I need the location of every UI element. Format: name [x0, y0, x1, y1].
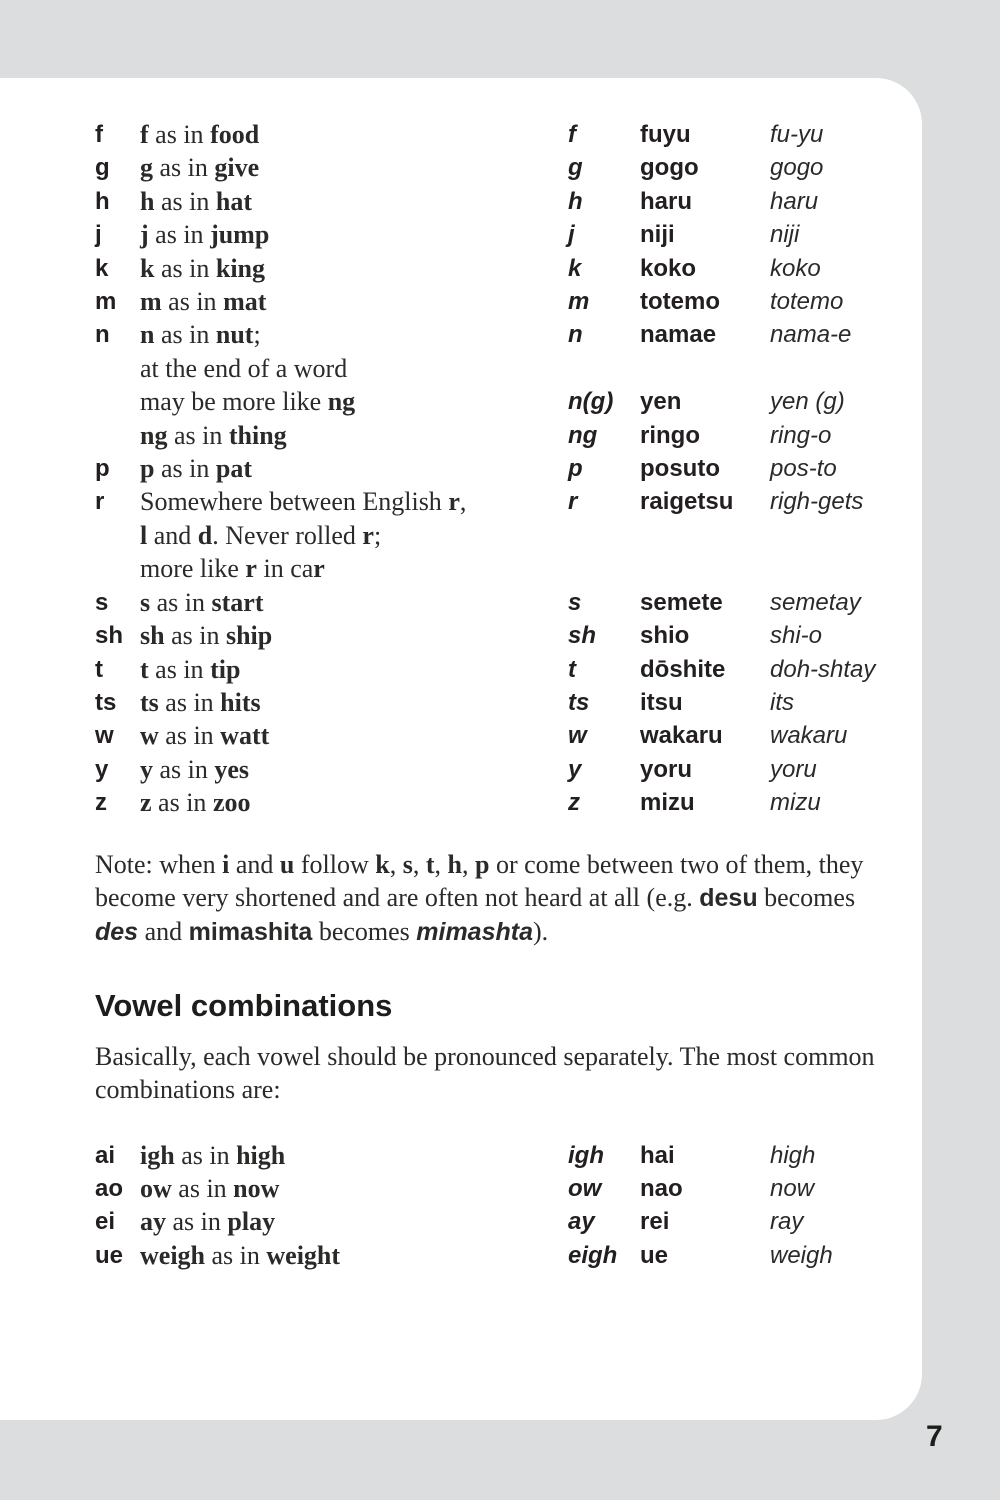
pronunciation-cell: [770, 519, 877, 552]
description-cell: [140, 552, 568, 585]
romaji-letter-cell: ei: [95, 1208, 116, 1236]
example-word-cell: nao: [640, 1174, 683, 1202]
description-cell: [140, 385, 568, 418]
pronunciation-cell: its: [770, 688, 794, 716]
text-segment: f: [140, 120, 149, 149]
pronunciation-cell: now: [770, 1174, 815, 1202]
text-segment: n: [140, 320, 155, 350]
text-segment: des: [95, 918, 139, 947]
text-segment: as in: [166, 1207, 228, 1237]
example-word-cell: koko: [640, 254, 697, 282]
romaji-letter-cell: [95, 552, 140, 585]
text-segment: as in: [171, 1173, 234, 1203]
text-segment: may be more like: [140, 387, 328, 417]
sound-cell: sh: [568, 622, 597, 650]
sound-cell: n(g): [568, 388, 614, 416]
text-segment: as in: [148, 654, 211, 684]
text-segment: as in: [153, 754, 215, 784]
text-segment: ay: [140, 1207, 166, 1237]
text-segment: and: [147, 520, 198, 550]
text-segment: p: [474, 849, 490, 879]
description-cell: [140, 452, 568, 485]
text-segment: d: [197, 520, 213, 550]
sound-cell: ts: [568, 688, 590, 716]
text-segment: j: [140, 220, 149, 250]
text-segment: w: [140, 721, 159, 751]
romaji-letter-cell: s: [95, 588, 109, 616]
example-word-cell: mizu: [640, 789, 695, 817]
example-word-cell: haru: [640, 187, 693, 215]
text-segment: r: [448, 487, 460, 517]
sound-cell: eigh: [568, 1241, 618, 1269]
text-segment: weigh: [140, 1240, 205, 1270]
sound-cell: r: [568, 488, 578, 516]
page-card: [0, 78, 922, 1420]
pronunciation-cell: koko: [770, 254, 821, 282]
vowel-combinations-table: [95, 1139, 877, 1273]
text-segment: yes: [214, 754, 250, 784]
pronunciation-cell: ring-o: [770, 421, 832, 449]
sound-cell: [568, 552, 640, 585]
pronunciation-cell: yen (g): [770, 388, 845, 416]
text-segment: becomes: [757, 882, 856, 912]
text-segment: as in: [158, 721, 221, 751]
sound-cell: ng: [568, 421, 598, 449]
text-segment: at the end of a word: [140, 353, 348, 383]
example-word-cell: namae: [640, 321, 717, 349]
pronunciation-cell: niji: [770, 221, 800, 249]
example-word-cell: wakaru: [640, 722, 723, 750]
text-segment: hits: [220, 687, 261, 717]
text-segment: s: [140, 587, 151, 617]
sound-cell: m: [568, 288, 590, 316]
pronunciation-cell: fu-yu: [770, 121, 824, 148]
text-segment: as in: [154, 454, 216, 484]
description-cell: [140, 686, 568, 719]
description-cell: [140, 352, 568, 385]
romaji-letter-cell: k: [95, 254, 109, 282]
description-cell: [140, 151, 568, 184]
text-segment: r: [245, 554, 257, 584]
description-cell: [140, 1139, 568, 1172]
text-segment: as in: [148, 120, 211, 149]
pronunciation-cell: [770, 552, 877, 585]
description-cell: [140, 185, 568, 218]
text-segment: . Never rolled: [212, 520, 363, 550]
pronunciation-cell: ray: [770, 1208, 804, 1236]
description-cell: [140, 753, 568, 786]
description-cell: [140, 786, 568, 819]
example-word-cell: fuyu: [640, 121, 691, 148]
text-segment: as in: [154, 186, 216, 216]
text-segment: tip: [210, 654, 241, 684]
description-cell: [140, 485, 568, 518]
romaji-letter-cell: [95, 352, 140, 385]
romaji-letter-cell: t: [95, 655, 103, 683]
text-segment: now: [233, 1173, 280, 1203]
example-word-cell: yoru: [640, 755, 693, 783]
example-word-cell: posuto: [640, 455, 720, 483]
romaji-letter-cell: [95, 385, 140, 418]
text-segment: give: [214, 153, 260, 183]
vowel-combinations-heading: Vowel combinations: [95, 987, 393, 1023]
text-segment: t: [425, 849, 435, 879]
sound-cell: z: [568, 789, 580, 817]
pronunciation-cell: doh-shtay: [770, 655, 876, 683]
text-segment: sh: [140, 621, 165, 651]
description-cell: [140, 1239, 568, 1272]
romaji-letter-cell: ao: [95, 1174, 124, 1202]
sound-cell: k: [568, 254, 582, 282]
text-segment: ,: [389, 849, 403, 879]
description-cell: [140, 419, 568, 452]
pronunciation-cell: [770, 352, 877, 385]
text-segment: p: [140, 454, 155, 484]
text-segment: in ca: [256, 554, 314, 584]
description-cell: [140, 586, 568, 619]
sound-cell: h: [568, 187, 583, 215]
text-segment: s: [402, 849, 413, 879]
text-segment: k: [375, 849, 390, 879]
text-segment: more like: [140, 554, 246, 584]
text-segment: ;: [373, 520, 382, 550]
description-cell: [140, 1205, 568, 1238]
pronunciation-cell: pos-to: [770, 455, 837, 483]
text-segment: u: [279, 849, 295, 879]
romaji-letter-cell: r: [95, 488, 105, 516]
text-segment: king: [215, 253, 266, 283]
example-word-cell: gogo: [640, 154, 699, 182]
text-segment: start: [211, 587, 264, 617]
description-cell: [140, 252, 568, 285]
text-segment: play: [227, 1207, 276, 1237]
example-word-cell: itsu: [640, 688, 683, 716]
pronunciation-cell: gogo: [770, 154, 824, 182]
text-segment: watt: [220, 721, 270, 751]
example-word-cell: [640, 519, 770, 552]
pronunciation-cell: nama-e: [770, 321, 852, 349]
text-segment: y: [140, 754, 153, 784]
romaji-letter-cell: y: [95, 755, 109, 783]
text-segment: r: [362, 520, 374, 550]
sound-cell: w: [568, 722, 587, 750]
text-segment: as in: [174, 1140, 237, 1170]
pronunciation-cell: haru: [770, 187, 819, 215]
text-segment: jump: [210, 220, 270, 250]
text-segment: weight: [266, 1240, 341, 1270]
description-cell: [140, 719, 568, 752]
example-word-cell: ue: [640, 1241, 669, 1269]
pronunciation-cell: weigh: [770, 1241, 833, 1269]
romaji-letter-cell: g: [95, 154, 110, 182]
text-segment: ow: [140, 1173, 172, 1203]
pronunciation-cell: wakaru: [770, 722, 848, 750]
pronunciation-cell: high: [770, 1141, 816, 1169]
text-segment: mat: [223, 287, 267, 317]
romaji-letter-cell: [95, 519, 140, 552]
text-segment: thing: [228, 420, 287, 450]
sound-cell: t: [568, 655, 576, 683]
text-segment: Note: when: [95, 849, 223, 879]
sound-cell: n: [568, 321, 583, 349]
pronunciation-cell: semetay: [770, 588, 861, 616]
sound-cell: ay: [568, 1208, 595, 1236]
text-segment: or come between two of them, they become very shortened and are often not heard at all (e.g.: [95, 849, 864, 912]
description-cell: [140, 653, 568, 686]
romaji-letter-cell: [95, 419, 140, 452]
description-cell: [140, 619, 568, 652]
text-segment: r: [313, 554, 325, 584]
text-segment: food: [210, 120, 260, 149]
sound-cell: p: [568, 455, 583, 483]
description-cell: [140, 318, 568, 351]
sound-cell: f: [568, 121, 576, 148]
example-word-cell: [640, 552, 770, 585]
text-segment: igh: [140, 1140, 175, 1170]
example-word-cell: [640, 352, 770, 385]
example-word-cell: dōshite: [640, 655, 726, 683]
text-segment: as in: [151, 788, 213, 818]
description-cell: [140, 519, 568, 552]
sound-cell: g: [568, 154, 583, 182]
text-segment: mimashta: [416, 918, 533, 947]
text-segment: as in: [205, 1240, 267, 1270]
text-segment: high: [236, 1140, 286, 1170]
description-cell: [140, 218, 568, 251]
text-segment: as in: [164, 621, 226, 651]
text-segment: ,: [412, 849, 426, 879]
text-segment: nut: [215, 320, 254, 350]
text-segment: t: [140, 654, 149, 684]
romaji-letter-cell: m: [95, 288, 117, 316]
text-segment: follow: [294, 849, 376, 879]
example-word-cell: yen: [640, 388, 682, 416]
text-segment: zoo: [212, 788, 251, 818]
description-cell: [140, 285, 568, 318]
romaji-letter-cell: ts: [95, 688, 117, 716]
sound-cell: y: [568, 755, 582, 783]
text-segment: m: [140, 287, 162, 317]
pronunciation-cell: yoru: [770, 755, 817, 783]
text-segment: desu: [699, 883, 758, 912]
page-number: 7: [926, 1420, 943, 1453]
description-cell: [140, 1172, 568, 1205]
romaji-letter-cell: j: [95, 221, 102, 249]
example-word-cell: rei: [640, 1208, 670, 1236]
romaji-letter-cell: ai: [95, 1141, 116, 1169]
page-content: [95, 118, 877, 1272]
text-segment: and: [138, 917, 189, 947]
romaji-letter-cell: z: [95, 789, 107, 817]
shortened-vowels-note: [95, 848, 877, 950]
text-segment: g: [140, 153, 153, 183]
romaji-letter-cell: p: [95, 455, 110, 483]
sound-cell: j: [568, 221, 575, 249]
text-segment: ;: [253, 320, 261, 350]
text-segment: as in: [148, 220, 211, 250]
sound-cell: ow: [568, 1174, 602, 1202]
text-segment: becomes: [312, 917, 417, 947]
text-segment: ,: [434, 849, 448, 879]
romaji-letter-cell: w: [95, 722, 114, 750]
pronunciation-cell: totemo: [770, 288, 844, 316]
example-word-cell: raigetsu: [640, 488, 734, 516]
example-word-cell: ringo: [640, 421, 700, 449]
text-segment: z: [140, 788, 152, 818]
romaji-letter-cell: h: [95, 187, 110, 215]
example-word-cell: totemo: [640, 288, 720, 316]
text-segment: h: [140, 186, 155, 216]
text-segment: as in: [167, 420, 229, 450]
text-segment: as in: [158, 687, 221, 717]
text-segment: ng: [140, 420, 168, 450]
text-segment: hat: [215, 186, 252, 216]
text-segment: i: [222, 849, 230, 879]
text-segment: Somewhere between English: [140, 487, 449, 517]
vowel-combinations-intro: Basically, each vowel should be pronounced separately. The most common combinations are:: [95, 1041, 875, 1105]
pronunciation-cell: righ-gets: [770, 488, 864, 516]
text-segment: h: [447, 849, 462, 879]
romaji-letter-cell: sh: [95, 622, 124, 650]
description-cell: [140, 118, 568, 151]
text-segment: k: [140, 253, 155, 283]
text-segment: pat: [215, 454, 252, 484]
romaji-letter-cell: ue: [95, 1241, 124, 1269]
example-word-cell: niji: [640, 221, 675, 249]
text-segment: l: [140, 520, 148, 550]
text-segment: ).: [533, 917, 549, 947]
text-segment: mimashita: [188, 918, 313, 947]
romaji-letter-cell: n: [95, 321, 110, 349]
text-segment: as in: [153, 153, 215, 183]
text-segment: as in: [161, 287, 224, 317]
text-segment: as in: [150, 587, 212, 617]
example-word-cell: shio: [640, 622, 690, 650]
example-word-cell: semete: [640, 588, 723, 616]
text-segment: ship: [225, 621, 273, 651]
sound-cell: s: [568, 588, 582, 616]
pronunciation-cell: shi-o: [770, 622, 823, 650]
pronunciation-cell: mizu: [770, 789, 821, 817]
text-segment: and: [229, 849, 280, 879]
example-word-cell: hai: [640, 1141, 675, 1169]
text-segment: ts: [140, 687, 159, 717]
romaji-letter-cell: f: [95, 121, 103, 148]
text-segment: as in: [154, 320, 216, 350]
text-segment: ng: [327, 387, 356, 417]
sound-cell: [568, 519, 640, 552]
text-segment: ,: [459, 487, 467, 517]
text-segment: as in: [154, 253, 216, 283]
sound-cell: igh: [568, 1141, 604, 1169]
text-segment: ,: [461, 849, 475, 879]
sound-cell: [568, 352, 640, 385]
consonant-pronunciation-table: [95, 118, 877, 820]
